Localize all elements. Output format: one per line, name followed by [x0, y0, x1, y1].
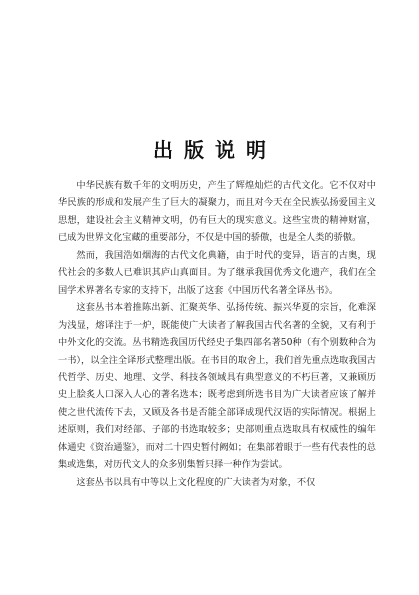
paragraph-3: 这套丛书本着推陈出新、汇聚英华、弘扬传统、振兴华夏的宗旨，化难深为浅显，熔译注于一炉，既能使广大读者了解我国古代名著的全貌，又有利于中外文化的交流。丛书精选我国历代经史子集四部名著50种（有个别数种合为一书），以全注全译形式整理出版。在书目的取舍上，我们首先重点选取我国古代哲学、历史、地理、文学、科技各领域具有典型意义的不朽巨著，又兼顾历史上脍炙人口深入人心的著名选本；既考虑到所选书目为广大读者应该了解并使之世代流传下去，又顾及各书是否能全部译成现代汉语的实际情况。根据上述原则，我们对经部、子部的书选取较多；史部则重点选取具有权威性的编年体通史《资治通鉴》，而对二十四史暂付阙如；在集部着眼于一些有代表性的总集或选集，对历代文人的众多别集暂只择一种作为尝试。 — [58, 302, 376, 471]
paragraph-1: 中华民族有数千年的文明历史，产生了辉煌灿烂的古代文化。它不仅对中华民族的形成和发展产生了巨大的凝聚力，而且对今天在全民族弘扬爱国主义思想，建设社会主义精神文明，仍有巨大的现实意义。这些宝贵的精神财富，已成为世界文化宝藏的重要部分，不仅是中国的骄傲，也是全人类的骄傲。 — [58, 180, 376, 244]
paragraph-4: 这套丛书以具有中等以上文化程度的广大读者为对象，不仅 — [76, 476, 316, 488]
page-title: 出版说明 — [153, 138, 277, 163]
body-text — [58, 177, 376, 491]
paragraph-2: 然而，我国浩如烟海的古代文化典籍，由于时代的变异，语言的古奥，现代社会的多数人已难识其庐山真面目。为了继承我国优秀文化遗产，我们在全国学术界著名专家的支持下，出版了这套《中国历代名著全译丛书》。 — [58, 249, 376, 296]
